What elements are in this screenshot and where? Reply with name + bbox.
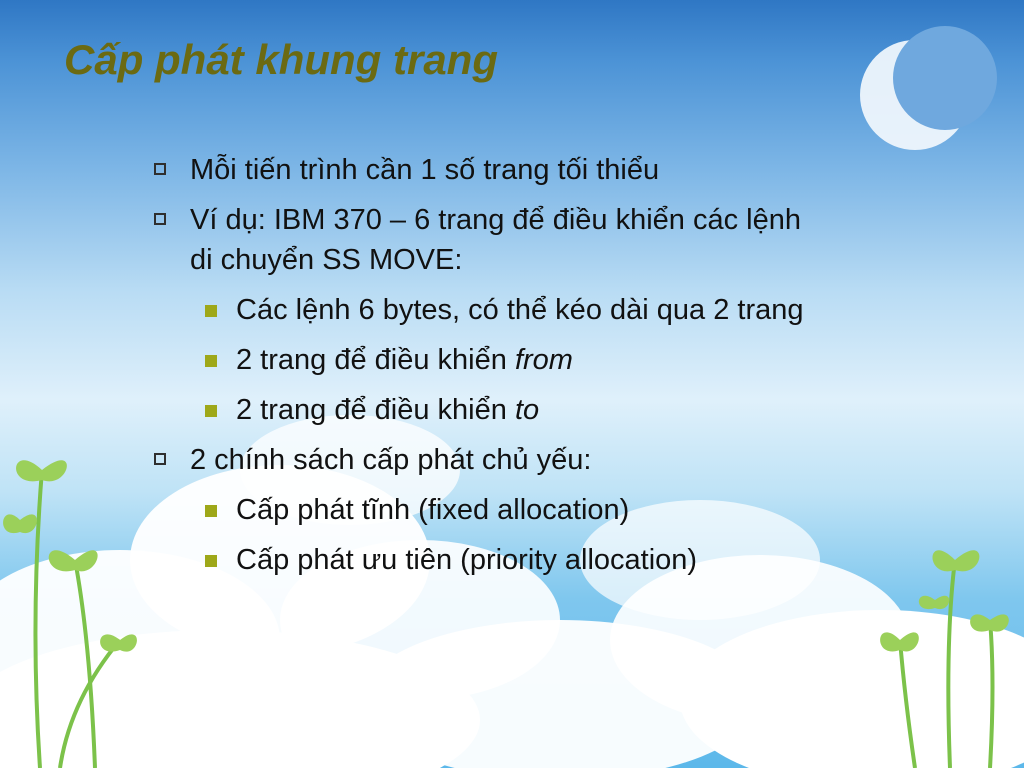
bullet-text: 2 trang để điều khiển	[236, 344, 515, 376]
sub-bullet-item	[150, 490, 950, 530]
moon-icon	[860, 26, 997, 150]
hollow-square-bullet-icon	[154, 453, 166, 465]
bullet-text: Mỗi tiến trình cần 1 số trang tối thiểu	[190, 154, 660, 186]
bullet-text: 2 chính sách cấp phát chủ yếu:	[190, 444, 592, 476]
sub-bullet-item	[150, 290, 950, 330]
bullet-emphasis: from	[514, 344, 573, 376]
hollow-square-bullet-icon	[154, 163, 166, 175]
bullet-text: Cấp phát ưu tiên (priority allocation)	[236, 544, 698, 576]
bullet-item	[150, 150, 950, 190]
bullet-text: Các lệnh 6 bytes, có thể kéo dài qua 2 trang	[236, 294, 804, 326]
bullet-text: 2 trang để điều khiển	[236, 394, 515, 426]
sub-bullet-item	[150, 540, 950, 580]
sub-bullet-item	[150, 340, 950, 380]
hollow-square-bullet-icon	[154, 213, 166, 225]
bullet-list	[150, 150, 950, 590]
filled-square-bullet-icon	[205, 305, 217, 317]
bullet-item	[150, 440, 950, 480]
bullet-emphasis: to	[514, 394, 540, 426]
sub-bullet-item	[150, 390, 950, 430]
bullet-text: Cấp phát tĩnh (fixed allocation)	[236, 494, 630, 526]
slide-title: Cấp phát khung trang	[64, 36, 498, 83]
filled-square-bullet-icon	[205, 355, 217, 367]
bullet-item	[150, 200, 950, 280]
bullet-text-continuation: di chuyển SS MOVE:	[190, 244, 463, 276]
bullet-text: Ví dụ: IBM 370 – 6 trang để điều khiển các lệnh	[190, 204, 802, 236]
filled-square-bullet-icon	[205, 505, 217, 517]
filled-square-bullet-icon	[205, 555, 217, 567]
filled-square-bullet-icon	[205, 405, 217, 417]
